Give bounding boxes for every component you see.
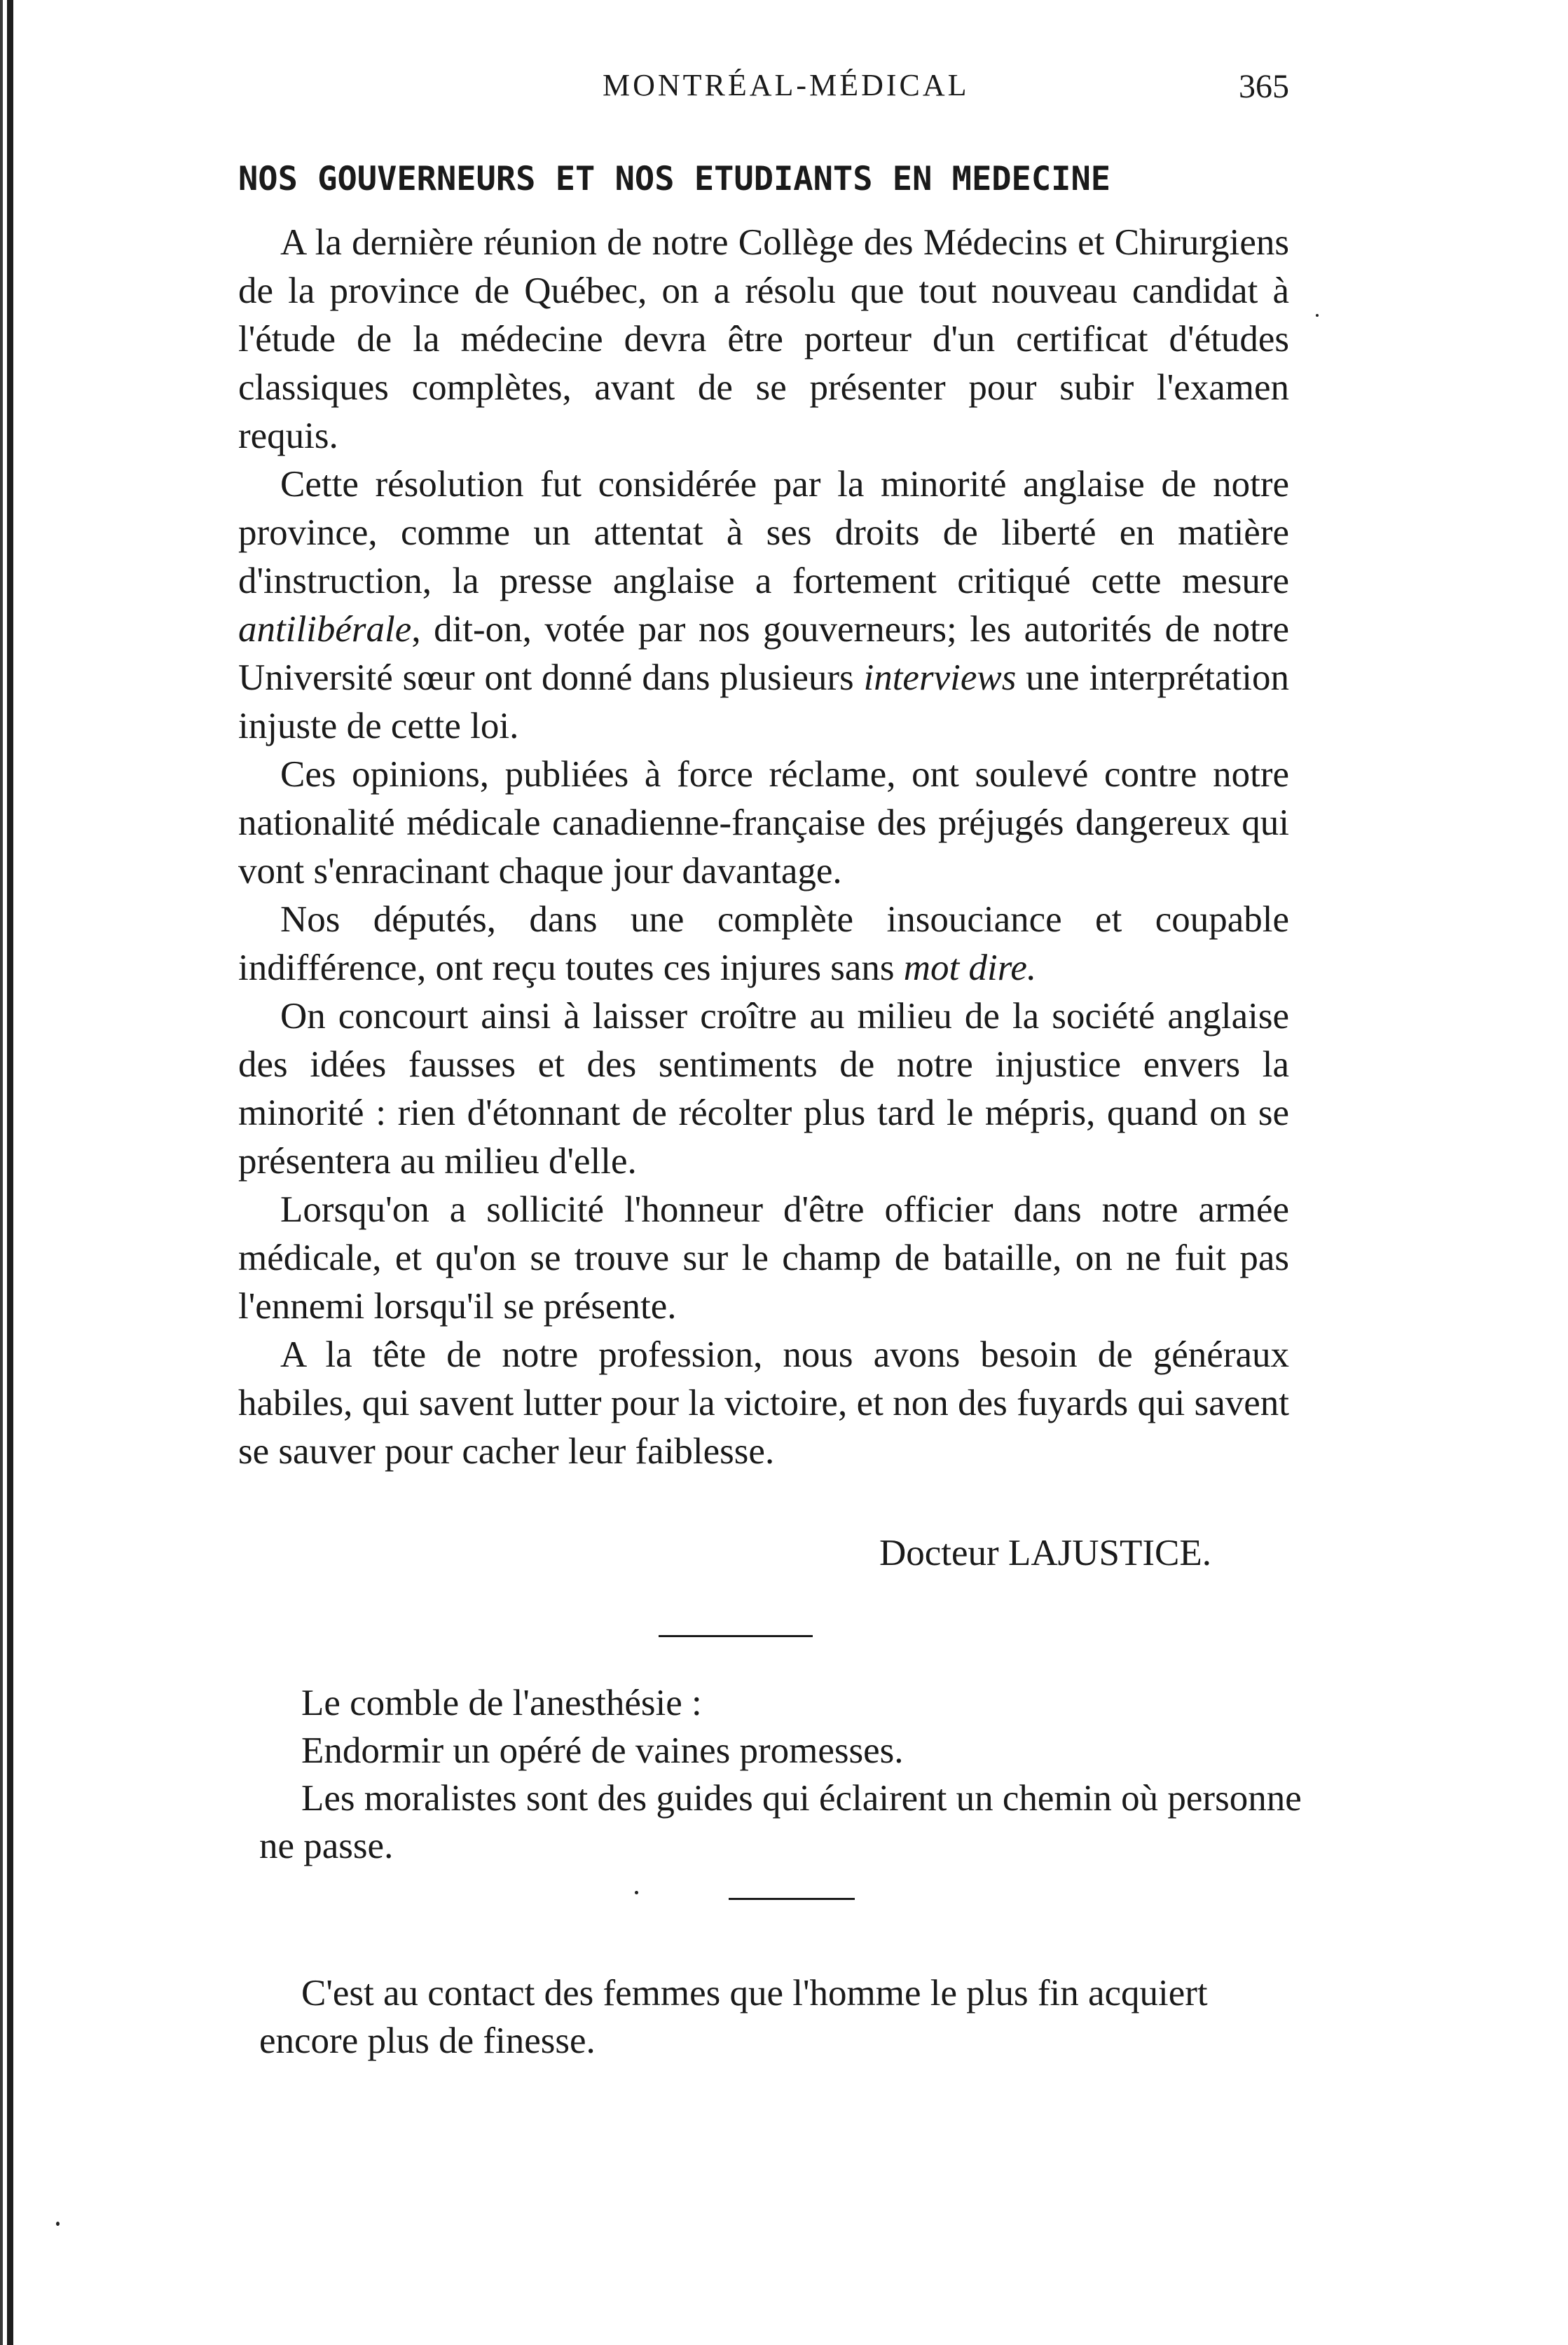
quip-line: Les moralistes sont des guides qui éclairent un chemin où personne ne passe.: [259, 1778, 1302, 1866]
paragraph-1: A la dernière réunion de notre Collège des Médecins et Chirurgiens de la province de Québec, on a résolu que tout nouveau candidat à l'étude de la médecine devra être porteur d'un certificat d'études classiques complètes, avant de se présenter pour subir l'examen requis.: [238, 222, 1289, 456]
italic-word: interviews: [863, 657, 1017, 698]
paragraph-7: A la tête de notre profession, nous avons besoin de généraux habiles, qui savent lutter pour la victoire, et non des fuyards qui savent se sauver pour cacher leur faiblesse.: [238, 1334, 1289, 1472]
quip-line: C'est au contact des femmes que l'homme le plus fin acquiert encore plus de finesse.: [259, 1973, 1208, 2061]
article-body: [238, 219, 1289, 1476]
paragraph-5: On concourt ainsi à laisser croître au milieu de la société anglaise des idées fausses et des sentiments de notre injustice envers la minorité : rien d'étonnant de récolter plus tard le mépris, quand on se présentera au milieu d'elle.: [238, 996, 1289, 1182]
article-title: NOS GOUVERNEURS ET NOS ETUDIANTS EN MEDECINE: [238, 160, 1111, 198]
page-binding-edge: [7, 0, 13, 2345]
print-speck: [56, 2222, 60, 2226]
italic-phrase: mot dire.: [903, 948, 1037, 988]
quip-line: Endormir un opéré de vaines promesses.: [301, 1730, 904, 1771]
paragraph-6: Lorsqu'on a sollicité l'honneur d'être officier dans notre armée médicale, et qu'on se trouve sur le champ de bataille, on ne fuit pas l'ennemi lorsqu'il se présente.: [238, 1189, 1289, 1327]
quips-section-2: [259, 1969, 1310, 2065]
italic-word: antilibérale: [238, 609, 412, 650]
page-binding-shadow: [0, 0, 3, 2345]
quip-line: Le comble de l'anesthésie :: [301, 1683, 702, 1723]
paragraph-2: Cette résolution fut considérée par la minorité anglaise de notre province, comme un attentat à ses droits de liberté en matière d'instruction, la presse anglaise a fortement critiqué cette mesure antilibérale, dit-on, votée par nos gouverneurs; les autorités de notre Université sœur ont donné dans plusieurs interviews une interprétation injuste de cette loi.: [238, 464, 1289, 746]
section-divider: [659, 1635, 813, 1637]
print-speck: [1316, 314, 1319, 317]
running-header: [238, 67, 1289, 116]
quips-section-1: [259, 1679, 1310, 1870]
print-speck: [635, 1891, 638, 1894]
running-title: MONTRÉAL-MÉDICAL: [603, 68, 970, 102]
paragraph-3: Ces opinions, publiées à force réclame, ont soulevé contre notre nationalité médicale canadienne-française des préjugés dangereux qui vont s'enracinant chaque jour davantage.: [238, 754, 1289, 891]
page-number: 365: [1239, 68, 1289, 105]
section-divider: [729, 1898, 855, 1900]
paragraph-4: Nos députés, dans une complète insouciance et coupable indifférence, ont reçu toutes ces injures sans mot dire.: [238, 899, 1289, 988]
signature: Docteur LAJUSTICE.: [879, 1533, 1211, 1573]
